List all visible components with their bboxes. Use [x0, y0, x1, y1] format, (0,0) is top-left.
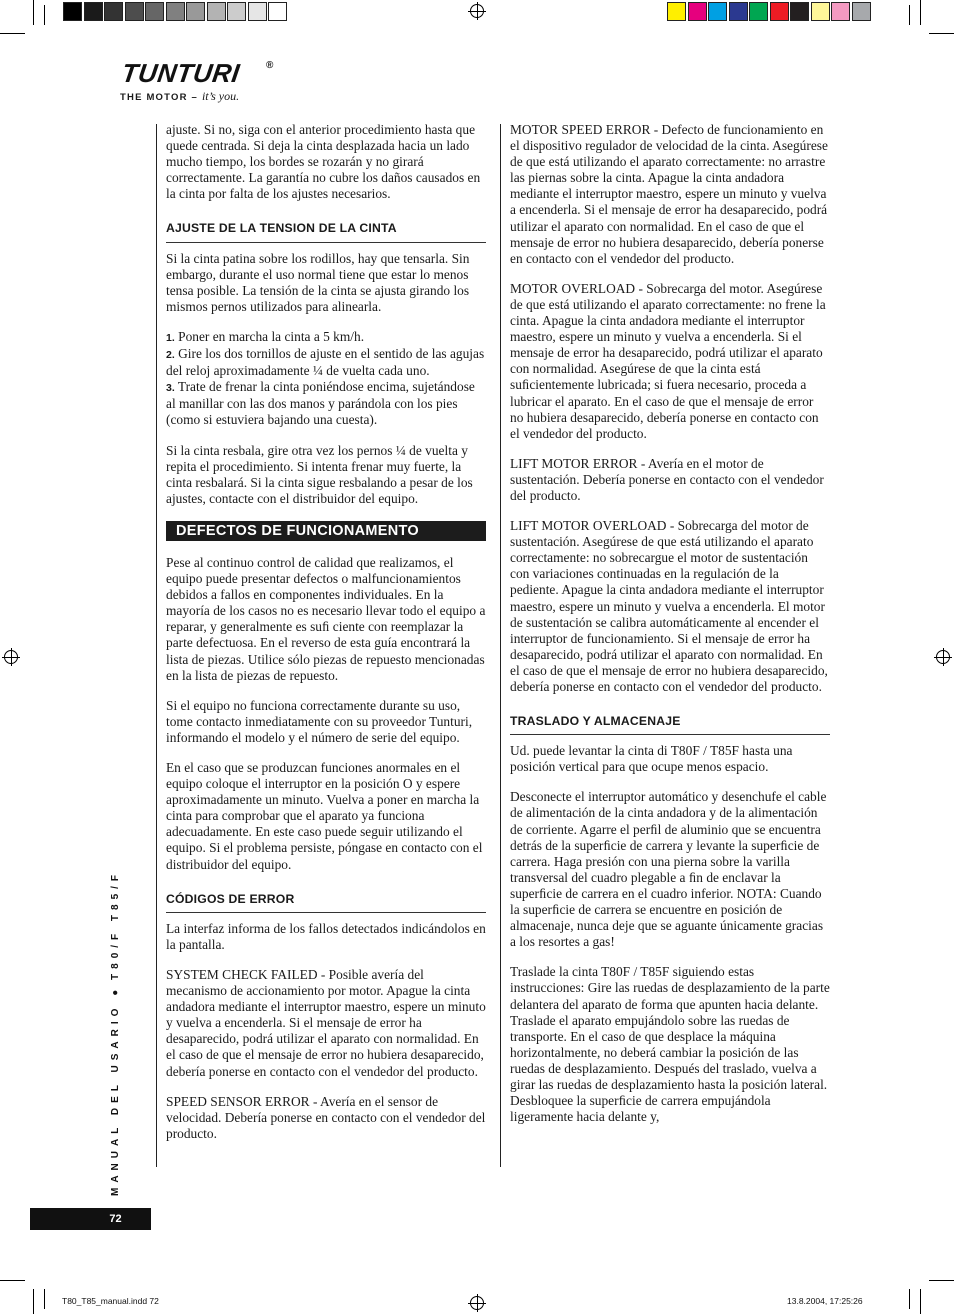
- right-column-rule: [500, 124, 501, 1167]
- color-swatch: [729, 2, 748, 21]
- crop-mark: [929, 1280, 954, 1281]
- crop-mark: [929, 33, 954, 34]
- file-slug: T80_T85_manual.indd 72: [62, 1296, 159, 1306]
- transport-paragraph: Ud. puede levantar la cinta di T80F / T85F hasta una posición vertical para que ocupe menos espacio.: [510, 743, 793, 775]
- tension-paragraph: Si la cinta patina sobre los rodillos, hay que tensarla. Sin embargo, durante el uso normal tiene que estar lo menos tensa posible. La tensión de la cinta se ajusta girando los mismos pernos utilizados para alinearla.: [166, 250, 470, 314]
- color-swatch: [268, 2, 287, 21]
- crop-mark: [0, 33, 25, 34]
- tension-paragraph-2: Si la cinta resbala, gire otra vez los pernos ¼ de vuelta y repita el procedimiento. Si intenta frenar muy fuerte, la cinta resbalará. Si la cinta sigue resbalando a pesar de los ajustes, contacte con el distribuidor del equipo.: [166, 442, 473, 506]
- tension-steps: [166, 329, 486, 429]
- logo-tagline-prefix: THE MOTOR –: [120, 92, 198, 103]
- timestamp: 13.8.2004, 17:25:26: [787, 1296, 863, 1306]
- crop-mark: [920, 0, 921, 25]
- crop-mark: [33, 0, 34, 25]
- crop-mark: [0, 1280, 25, 1281]
- color-swatch: [186, 2, 205, 21]
- error-code-motor-overload: MOTOR OVERLOAD - Sobrecarga del motor. Asegúrese de que está utilizando el aparato correctamente: no frene la cinta. Apague la cinta andadora mediante el interruptor maestro, espere un minuto y vuelva a encenderla. Si el mensaje de error ha desaparecido, podrá utilizar el aparato con normalidad. Asegúrese de que la cinta está suﬁcientemente lubricada; si fuera necesario, proceda a lubricar el aparato. En el caso de que el mensaje de error no hubiera desaparecido, debería ponerse en contacto con el vendedor del producto.: [510, 280, 826, 441]
- error-code-system-check: SYSTEM CHECK FAILED - Posible avería del mecanismo de accionamiento por motor. Apague la cinta andadora mediante el interruptor maestro, espere un minuto y vuelva a encenderla. Si el mensaje de error ha desaparecido, podrá utilizar el aparato con normalidad. En el caso de que el mensaje de error no hubiera desaparecido, debería ponerse en contacto con el vendedor del producto.: [166, 966, 486, 1079]
- defects-paragraph: En el caso que se produzcan funciones anormales en el equipo coloque el interruptor en la posición O y espere aproximadamente un minuto. Vuelva a poner en marcha la cinta para comprobar que el aparato ya funciona adecuadamente. En este caso puede seguir utilizando el equipo. Si el problema persiste, póngase en contacto con el distribuidor del equipo.: [166, 760, 483, 872]
- registered-mark: ®: [266, 60, 274, 71]
- color-swatch: [770, 2, 789, 21]
- transport-paragraph: Traslade la cinta T80F / T85F siguiendo estas instrucciones: Gire las ruedas de desplazamiento de la parte delantera del aparato de forma que apunten hacia delante. Traslade el aparato empujándolo sobre las ruedas de transporte. En el caso de que desplace la máquina horizontalmente, no deberá cambiar la posición de las ruedas de desplazamiento. Después del traslado, vuelva a girar las ruedas de desplazamiento hasta la posición lateral. Desbloquee la superﬁcie de carrera empujándola ligeramente hacia delante y,: [510, 964, 830, 1125]
- defects-heading: DEFECTOS DE FUNCIONAMENTO: [166, 521, 486, 541]
- defects-paragraph: Si el equipo no funciona correctamente durante su uso, tome contacto inmediatamente con su proveedor Tunturi, informando el modelo y el número de serie del equipo.: [166, 697, 473, 745]
- brand-logo: [120, 60, 290, 105]
- color-swatch: [227, 2, 246, 21]
- logo-wordmark: TUNTURI: [119, 58, 242, 88]
- left-column: [166, 122, 486, 1156]
- error-codes-paragraph: La interfaz informa de los fallos detectados indicándolos en la pantalla.: [166, 920, 486, 952]
- crop-mark: [44, 1289, 45, 1309]
- color-swatch: [790, 2, 809, 21]
- tension-heading: AJUSTE DE LA TENSION DE LA CINTA: [166, 216, 486, 242]
- color-swatch: [831, 2, 850, 21]
- page-number: 72: [30, 1208, 151, 1230]
- error-code-speed-sensor: SPEED SENSOR ERROR - Avería en el sensor de velocidad. Debería ponerse en contacto con el vendedor del producto.: [166, 1093, 486, 1141]
- color-swatch: [104, 2, 123, 21]
- registration-mark-icon: [4, 650, 18, 664]
- color-swatch: [248, 2, 267, 21]
- list-item: 1. Poner en marcha la cinta a 5 km/h.: [166, 328, 365, 344]
- crop-mark: [909, 5, 910, 25]
- transport-heading: TRASLADO Y ALMACENAJE: [510, 709, 830, 735]
- error-code-lift-motor: LIFT MOTOR ERROR - Avería en el motor de sustentación. Debería ponerse en contacto con el vendedor del producto.: [510, 455, 824, 503]
- sidebar-model: T80/F T85/F: [110, 869, 121, 980]
- left-column-rule: [156, 124, 157, 1167]
- error-code-lift-overload: LIFT MOTOR OVERLOAD - Sobrecarga del motor de sustentación. Asegúrese de que está utilizando el aparato correctamente: no sobrecargue el motor de sustentación con variaciones continuadas en la regulación de la pediente. Apague la cinta andadora mediante el interruptor maestro, espere un minuto y vuelva a encenderla. El motor de sustentación se calibra automáticamente al encender el interruptor de funcionamiento. Si el mensaje de error ha desaparecido, podrá utilizar el aparato con normalidad. En el caso de que el mensaje de error no hubiera desaparecido, debería ponerse en contacto con el vendedor del producto.: [510, 518, 828, 694]
- color-swatch: [166, 2, 185, 21]
- crop-mark: [44, 5, 45, 25]
- color-swatch: [749, 2, 768, 21]
- error-code-motor-speed: MOTOR SPEED ERROR - Defecto de funcionamiento en el dispositivo regulador de velocidad de la cinta. Asegúrese de que está utilizando el aparato correctamente: no arrastre las piernas sobre la cinta. Apague la cinta andadora mediante el interruptor maestro, espere un minuto y vuelva a encenderla. Si el mensaje de error ha desaparecido, podrá utilizar el aparato con normalidad. En el caso de que el mensaje de error no hubiera desaparecido, debería ponerse en contacto con el vendedor del producto.: [510, 122, 828, 266]
- color-swatch: [207, 2, 226, 21]
- sidebar-manual-title: MANUAL DEL USARIO ● T80/F T85/F: [110, 869, 121, 1196]
- registration-mark-icon: [470, 4, 484, 18]
- logo-tagline-suffix: it’s you.: [201, 89, 240, 103]
- color-swatch: [852, 2, 871, 21]
- crop-mark: [909, 1289, 910, 1309]
- color-swatch: [667, 2, 686, 21]
- color-swatch: [688, 2, 707, 21]
- registration-mark-icon: [470, 1296, 484, 1310]
- color-swatch: [811, 2, 830, 21]
- error-codes-heading: CÓDIGOS DE ERROR: [166, 887, 486, 913]
- intro-paragraph: ajuste. Si no, siga con el anterior procedimiento hasta que quede centrada. Si deja la cinta desplazada hacia un lado mucho tiempo, los bordes se rozarán y no girará correctamente. La garantía no cubre los daños causados en la cinta por falta de los ajustes necesarios.: [166, 122, 481, 202]
- color-swatch: [125, 2, 144, 21]
- bullet-icon: ●: [110, 987, 121, 996]
- color-swatch: [708, 2, 727, 21]
- color-swatch: [63, 2, 82, 21]
- crop-mark: [33, 1289, 34, 1314]
- right-column: [510, 122, 830, 1139]
- defects-paragraph: Pese al continuo control de calidad que realizamos, el equipo puede presentar defectos o malfuncionamientos debidos a fallos en componentes individuales. En la mayoría de los casos no es necesario llevar todo el equipo a reparar, y generalmente es suﬁ ciente con reemplazar la parte defectuosa. En el reverso de esta guía encontrará la lista de piezas. Utilice sólo piezas de repuesto mencionadas en la lista de piezas de repuesto.: [166, 554, 486, 683]
- color-swatch: [145, 2, 164, 21]
- list-item: 3. Trate de frenar la cinta poniéndose encima, sujetándose al manillar con las dos manos y parándola con los pies (como si estuviera bajando una cuesta).: [166, 379, 475, 428]
- color-swatch: [84, 2, 103, 21]
- crop-mark: [920, 1289, 921, 1314]
- registration-mark-icon: [936, 650, 950, 664]
- list-item: 2. Gire los dos tornillos de ajuste en el sentido de las agujas del reloj aproximadamente ¼ de vuelta cada uno.: [166, 346, 485, 379]
- transport-paragraph: Desconecte el interruptor automático y desenchufe el cable de alimentación de la cinta andadora y de la alimentación de corriente. Agarre el perﬁl de aluminio que se encuentra detrás de la superﬁcie de carrera y levante la superﬁcie de carrera. Haga presión con una pierna sobre la varilla transversal del cuadro plegable a ﬁn de enclavar la superﬁcie de carrera en el cuadro inferior. NOTA: Cuando la superﬁcie de carrera se encuentre en posición de almacenaje, nunca deje que se aguante únicamente gracias a los resortes a gas!: [510, 789, 827, 950]
